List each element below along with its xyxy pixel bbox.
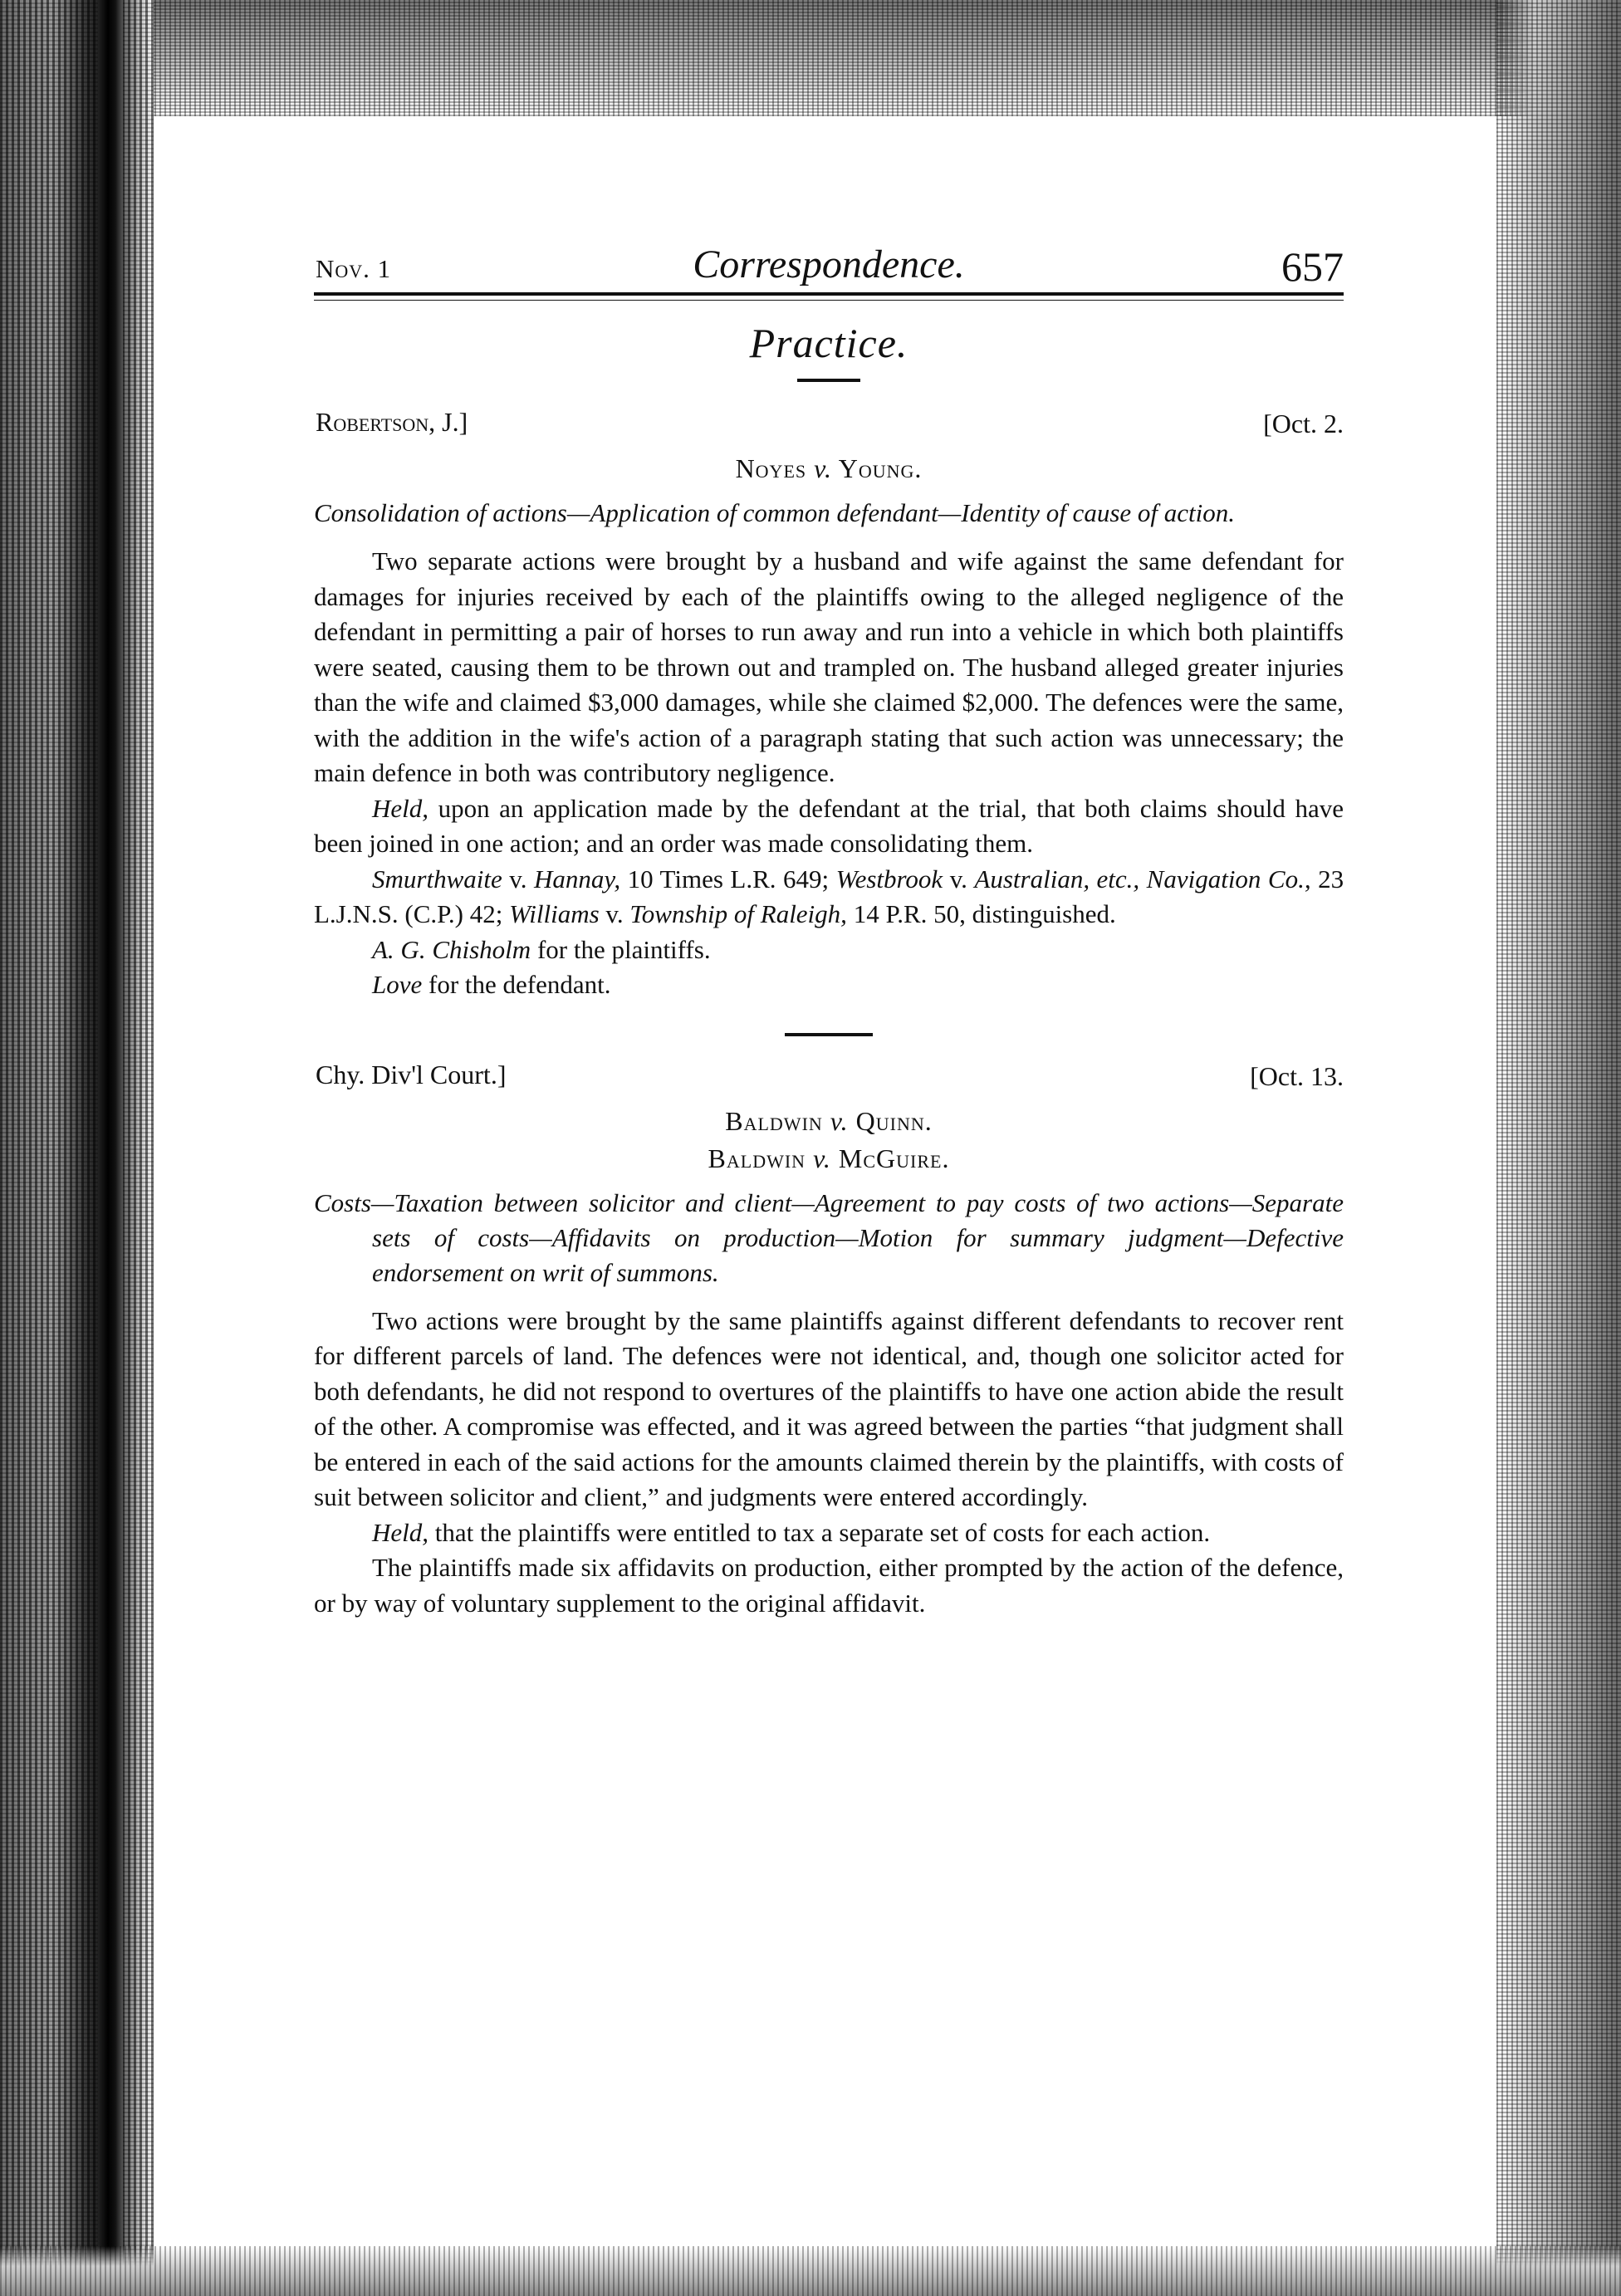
case1-party1: Noyes	[735, 453, 807, 483]
counsel2-role: for the defendant.	[429, 970, 611, 999]
case2-title2	[314, 1143, 1344, 1174]
page-content	[314, 234, 1344, 1621]
case1-facts: Two separate actions were brought by a husband and wife against the same defendant for damages for injuries received by each of the plaintiffs owing to the alleged negligence of the defendant in permitting a pair of horses to run away and run into a vehicle in which both plaintiffs were seated, causing them to be thrown out and trampled on. The husband alleged greater injuries than the wife and claimed $3,000 damages, while she claimed $2,000. The defences were the same, with the addition in the wife's action of a paragraph stating that such action was unnecessary; the main defence in both was contributory negligence.	[314, 546, 1344, 787]
citation2-name: Westbrook	[835, 864, 943, 893]
case2-affidavits: The plaintiffs made six affidavits on production, either prompted by the action of the defence, or by way of voluntary supplement to the original affidavit.	[314, 1553, 1344, 1618]
header-title: Correspondence.	[693, 242, 965, 286]
scan-edge-bottom	[0, 2246, 1621, 2296]
case2-title2-party1: Baldwin	[708, 1143, 806, 1173]
citation1-name2: Hannay,	[533, 864, 621, 893]
case1-held-text: upon an application made by the defendant at the trial, that both claims should have been joined in one action; and an order was made consolidating them.	[314, 793, 1344, 858]
citation3-name: Williams	[509, 899, 600, 928]
case2-facts: Two actions were brought by the same plaintiffs against different defendants to recover rent for different parcels of land. The defences were not identical, and, though one solicitor acted for both defendants, he did not respond to overtures of the plaintiffs to have one action abide the result of the other. A compromise was effected, and it was agreed between the parties “that judgment shall be entered in each of the said actions for the amounts claimed therein by the plaintiffs, with costs of suit between solicitor and client,” and judgments were entered accordingly.	[314, 1305, 1344, 1511]
counsel2-name: Love	[372, 970, 423, 999]
scan-edge-top	[0, 0, 1621, 116]
case1-versus: v.	[814, 453, 832, 483]
header-date: Nov. 1	[316, 254, 392, 283]
citation1-ref: 10 Times L.R. 649;	[627, 864, 830, 893]
case1-held	[314, 791, 1344, 862]
page-number: 657	[1281, 243, 1344, 290]
case2-title1	[314, 1106, 1344, 1137]
case2-headnote: Costs—Taxation between solicitor and client—Agreement to pay costs of two actions—Separate sets of costs—Affidavits on production—Motion for summary judgment—Defective endorsement on writ of summons.	[314, 1187, 1344, 1287]
citation2-v: v.	[949, 864, 967, 893]
citation3-v: v.	[605, 899, 624, 928]
scan-edge-right	[1496, 0, 1621, 2296]
case1-counsel1	[314, 933, 1344, 968]
scan-binding-shadow	[98, 0, 123, 2296]
case1-title	[314, 453, 1344, 484]
case2-title2-versus: v.	[813, 1143, 831, 1173]
counsel1-role: for the plaintiffs.	[536, 934, 711, 964]
header-rule	[314, 300, 1344, 301]
scan-edge-left	[0, 0, 154, 2296]
running-head	[314, 234, 1344, 296]
case2-held-text: that the plaintiffs were entitled to tax a separate set of costs for each action.	[434, 1517, 1211, 1547]
citation2-ref: 23 L.J.N.S. (C.P.) 42;	[314, 864, 1344, 928]
case2-title1-versus: v.	[830, 1105, 849, 1136]
case1-date: [Oct. 2.	[1263, 409, 1344, 438]
case2-held-label: Held,	[372, 1517, 429, 1547]
case1-court: Robertson, J.]	[316, 407, 468, 437]
counsel1-name: A. G. Chisholm	[372, 934, 531, 964]
case1-held-label: Held,	[372, 793, 429, 823]
case1-counsel2	[314, 967, 1344, 1003]
case1-headnote: Consolidation of actions—Application of common defendant—Identity of cause of action.	[314, 498, 1235, 527]
case2-title1-party2: Quinn.	[855, 1105, 933, 1136]
citation2-name2: Australian, etc., Navigation Co.,	[974, 864, 1311, 893]
case2-court: Chy. Div'l Court.]	[316, 1059, 507, 1089]
case2-date: [Oct. 13.	[1250, 1060, 1344, 1091]
case2-title2-party2: McGuire.	[838, 1143, 950, 1173]
citation1-name: Smurthwaite	[372, 864, 502, 893]
citation1-v: v.	[509, 864, 527, 893]
case1-court-line	[314, 407, 1344, 450]
case1-citations	[314, 862, 1344, 933]
case2-title1-party1: Baldwin	[725, 1105, 823, 1136]
section-title: Practice.	[749, 320, 908, 366]
citation3-name2: Township of Raleigh,	[629, 899, 847, 928]
divider-rule	[797, 379, 860, 382]
case2-held	[314, 1515, 1344, 1551]
citation3-ref: 14 P.R. 50, distinguished.	[853, 899, 1116, 928]
case1-party2: Young.	[838, 453, 923, 483]
case-divider-rule	[785, 1033, 873, 1036]
case2-court-line	[314, 1060, 1344, 1103]
